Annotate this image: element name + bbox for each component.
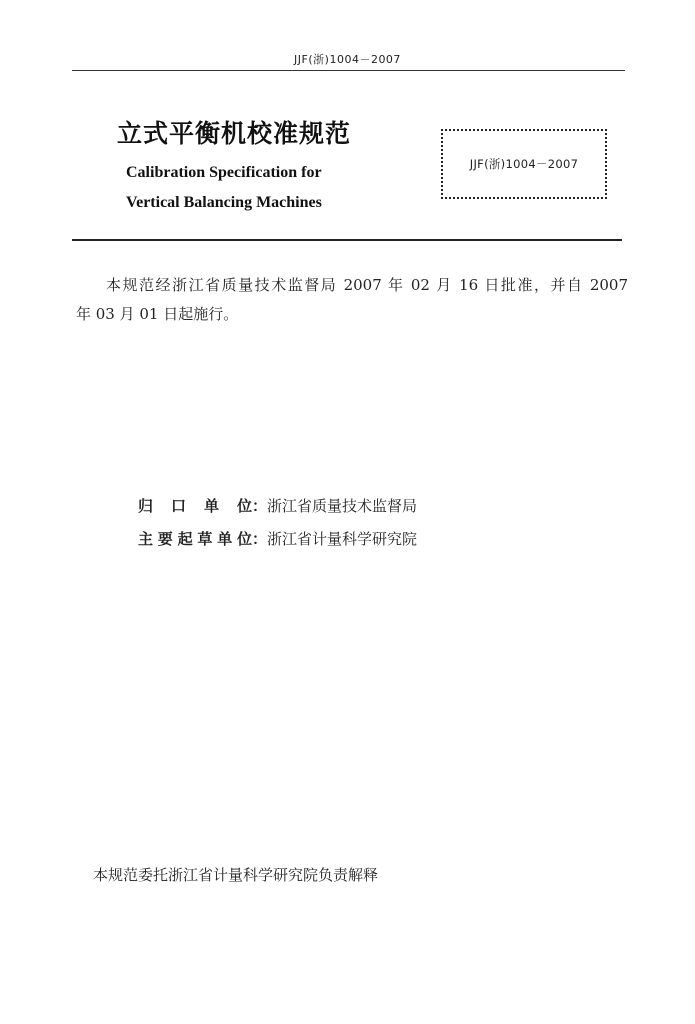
approval-line-1: 本规范经浙江省质量技术监督局 2007 年 02 月 16 日批准，并自 2007 xyxy=(106,276,628,294)
approval-statement xyxy=(76,271,628,329)
standard-code-box-text: JJF(浙)1004－2007 xyxy=(469,157,579,171)
responsible-unit-row xyxy=(138,495,417,516)
approval-line-2: 年 03 月 01 日起施行。 xyxy=(76,305,239,323)
header-standard-code: JJF(浙)1004－2007 xyxy=(294,53,401,66)
title-english-line1: Calibration Specification for xyxy=(126,164,322,181)
responsible-unit-value: 浙江省质量技术监督局 xyxy=(267,497,418,515)
responsible-unit-label: 归口单位 xyxy=(138,497,252,515)
drafting-unit-label: 主要起草单位 xyxy=(138,530,252,548)
title-rule xyxy=(72,239,622,241)
standard-code-box xyxy=(441,129,607,199)
title-english-line2: Vertical Balancing Machines xyxy=(126,194,322,211)
drafting-unit-colon: ： xyxy=(252,530,268,548)
interpretation-note: 本规范委托浙江省计量科学研究院负责解释 xyxy=(93,866,379,884)
responsible-unit-colon: ： xyxy=(252,497,268,515)
title-chinese: 立式平衡机校准规范 xyxy=(117,119,352,148)
drafting-unit-value: 浙江省计量科学研究院 xyxy=(267,530,418,548)
header-rule xyxy=(72,70,625,71)
drafting-unit-row xyxy=(138,528,417,549)
